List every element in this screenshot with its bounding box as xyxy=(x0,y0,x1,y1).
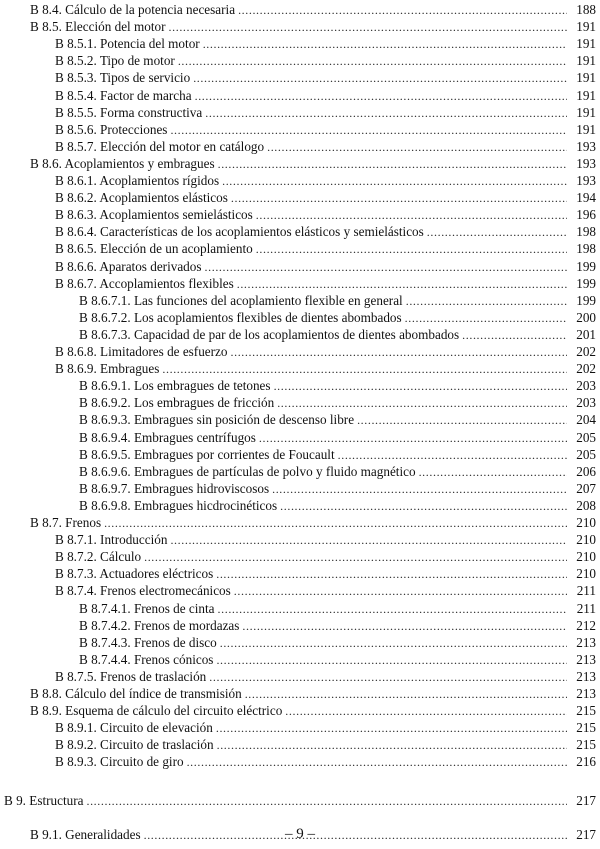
toc-entry xyxy=(0,617,600,634)
toc-leader-dots xyxy=(267,139,567,155)
toc-leader-dots xyxy=(419,464,567,480)
toc-entry-page: 191 xyxy=(576,53,596,69)
toc-entry-page: 201 xyxy=(576,326,596,342)
toc-entry-page: 198 xyxy=(576,241,596,257)
toc-leader-dots xyxy=(405,310,567,326)
toc-entry xyxy=(0,87,600,104)
toc-entry-label: B 8.5.5. Forma constructiva xyxy=(55,104,203,120)
toc-entry xyxy=(0,326,600,343)
toc-entry-page: 188 xyxy=(576,2,596,17)
toc-entry xyxy=(0,565,600,582)
toc-entry-page: 199 xyxy=(576,292,596,308)
toc-entry-label: B 8.7.4.3. Frenos de disco xyxy=(79,634,217,650)
toc-entry-label: B 8.6.9.6. Embragues de partículas de polvo y fluido magnético xyxy=(79,463,416,479)
toc-entry-label: B 8.9. Esquema de cálculo del circuito eléctrico xyxy=(30,703,283,719)
toc-entry xyxy=(0,497,600,514)
toc-leader-dots xyxy=(242,618,567,634)
toc-entry-label: B 8.5.3. Tipos de servicio xyxy=(55,70,191,86)
toc-leader-dots xyxy=(216,566,567,582)
toc-entry xyxy=(0,429,600,446)
toc-entry xyxy=(0,275,600,292)
toc-entry-label: B 8.8. Cálculo del índice de transmisión xyxy=(30,686,242,701)
toc-entry-label: B 8.6.6. Aparatos derivados xyxy=(55,258,202,274)
toc-entry-page: 212 xyxy=(576,617,596,633)
toc-entry-label: B 8.7.3. Actuadores eléctricos xyxy=(55,566,214,582)
toc-entry-page: 204 xyxy=(576,412,596,428)
toc-entry-page: 215 xyxy=(576,703,596,719)
toc-leader-dots xyxy=(259,430,567,446)
toc-leader-dots xyxy=(170,532,567,548)
toc-leader-dots xyxy=(216,652,567,668)
toc-entry-label: B 8.9.1. Circuito de elevación xyxy=(55,720,213,736)
toc-entry-label: B 8.6.3. Acoplamientos semielásticos xyxy=(55,207,253,223)
toc-entry xyxy=(0,69,600,86)
toc-leader-dots xyxy=(237,276,567,292)
toc-entry-page: 202 xyxy=(576,361,596,377)
toc-entry xyxy=(0,668,600,685)
toc-entry-page: 199 xyxy=(576,258,596,274)
toc-entry-label: B 8.7.4. Frenos electromecánicos xyxy=(55,583,231,599)
toc-entry xyxy=(0,514,600,531)
toc-entry-page: 198 xyxy=(576,224,596,240)
toc-entry-label: B 8.6.7.3. Capacidad de par de los acoplamientos de dientes abombados xyxy=(79,326,460,342)
toc-entry-page: 217 xyxy=(576,792,596,808)
toc-entry xyxy=(0,446,600,463)
toc-entry-label: B 8.5.6. Protecciones xyxy=(55,121,168,137)
toc-entry xyxy=(0,582,600,599)
toc-entry xyxy=(0,377,600,394)
toc-entry xyxy=(0,719,600,736)
toc-leader-dots xyxy=(238,2,567,18)
toc-leader-dots xyxy=(277,395,567,411)
toc-entry-label: B 8.6.9.8. Embragues hicdrocinéticos xyxy=(79,497,278,513)
toc-leader-dots xyxy=(178,53,567,69)
toc-entry-page: 193 xyxy=(576,173,596,188)
toc-entry-label: B 8.5.4. Factor de marcha xyxy=(55,87,192,103)
toc-entry-page: 210 xyxy=(576,532,596,548)
toc-entry-page: 213 xyxy=(576,686,596,701)
toc-entry xyxy=(0,1,600,18)
toc-leader-dots xyxy=(220,635,567,651)
toc-entry-label: B 8.5. Elección del motor xyxy=(30,19,166,35)
toc-entry-page: 216 xyxy=(576,754,596,770)
toc-leader-dots xyxy=(187,754,567,770)
toc-entry-page: 194 xyxy=(576,190,596,206)
toc-entry-label: B 8.6.9.7. Embragues hidroviscosos xyxy=(79,480,270,496)
toc-entry xyxy=(0,258,600,275)
toc-entry-page: 210 xyxy=(576,515,596,530)
toc-entry-page: 191 xyxy=(576,87,596,103)
toc-leader-dots xyxy=(170,122,567,138)
toc-entry xyxy=(0,189,600,206)
toc-leader-dots xyxy=(217,737,567,753)
toc-entry xyxy=(0,104,600,121)
toc-entry xyxy=(0,531,600,548)
toc-entry-label: B 8.6.9.1. Los embragues de tetones xyxy=(79,378,271,394)
toc-leader-dots xyxy=(338,447,567,463)
toc-entry xyxy=(0,651,600,668)
toc-entry xyxy=(0,736,600,753)
toc-entry-page: 203 xyxy=(576,395,596,411)
toc-entry-page: 191 xyxy=(576,121,596,137)
toc-entry xyxy=(0,223,600,240)
toc-entry-page: 206 xyxy=(576,463,596,479)
toc-leader-dots xyxy=(285,703,567,719)
toc-entry-page: 203 xyxy=(576,378,596,394)
toc-leader-dots xyxy=(256,241,567,257)
toc-entry-label: B 8.6.1. Acoplamientos rígidos xyxy=(55,173,220,188)
toc-leader-dots xyxy=(222,173,567,189)
toc-entry xyxy=(0,394,600,411)
toc-entry xyxy=(0,600,600,617)
toc-entry-page: 205 xyxy=(576,429,596,445)
toc-entry-label: B 8.7.4.2. Frenos de mordazas xyxy=(79,617,240,633)
toc-entry-page: 211 xyxy=(576,583,596,599)
toc-entry-page: 208 xyxy=(576,497,596,513)
toc-leader-dots xyxy=(231,190,567,206)
toc-entry-page: 205 xyxy=(576,446,596,462)
toc-leader-dots xyxy=(427,224,567,240)
toc-entry xyxy=(0,155,600,172)
toc-entry-page: 191 xyxy=(576,19,596,35)
toc-entry-label: B 8.6. Acoplamientos y embragues xyxy=(30,155,215,171)
toc-leader-dots xyxy=(280,498,567,514)
toc-entry-label: B 8.6.9. Embragues xyxy=(55,361,160,377)
toc-entry-page: 199 xyxy=(576,275,596,291)
toc-entry-label: B 9.1. Generalidades xyxy=(30,826,141,842)
toc-entry xyxy=(0,343,600,360)
toc-entry xyxy=(0,634,600,651)
toc-entry xyxy=(0,792,600,809)
toc-entry xyxy=(0,463,600,480)
toc-entry-label: B 8.6.4. Características de los acoplamientos elásticos y semielásticos xyxy=(55,224,424,240)
toc-entry-page: 191 xyxy=(576,36,596,52)
toc-leader-dots xyxy=(216,720,567,736)
toc-leader-dots xyxy=(203,36,567,52)
toc-entry-label: B 8.7.4.4. Frenos cónicos xyxy=(79,651,214,667)
toc-leader-dots xyxy=(169,19,567,35)
toc-entry-page: 217 xyxy=(576,826,596,842)
toc-entry xyxy=(0,753,600,770)
toc-entry-page: 211 xyxy=(576,600,596,616)
toc-entry-label: B 8.6.9.3. Embragues sin posición de descenso libre xyxy=(79,412,355,428)
toc-leader-dots xyxy=(462,327,567,343)
toc-entry-page: 200 xyxy=(576,309,596,325)
toc-entry-page: 215 xyxy=(576,720,596,736)
toc-entry xyxy=(0,548,600,565)
toc-entry-page: 193 xyxy=(576,155,596,171)
toc-entry xyxy=(0,702,600,719)
toc-leader-dots xyxy=(274,378,567,394)
toc-entry-label: B 8.7. Frenos xyxy=(30,515,102,530)
toc-leader-dots xyxy=(406,293,567,309)
toc-entry-label: B 8.5.1. Potencia del motor xyxy=(55,36,200,52)
toc-entry-label: B 8.6.8. Limitadores de esfuerzo xyxy=(55,344,228,359)
toc-entry-label: B 8.6.9.5. Embragues por corrientes de Foucault xyxy=(79,446,335,462)
toc-entry xyxy=(0,172,600,189)
toc-entry-page: 213 xyxy=(576,634,596,650)
toc-leader-dots xyxy=(209,669,567,685)
toc-leader-dots xyxy=(231,344,568,360)
toc-entry-label: B 8.6.2. Acoplamientos elásticos xyxy=(55,190,228,206)
toc-entry xyxy=(0,52,600,69)
toc-leader-dots xyxy=(86,793,567,809)
toc-leader-dots xyxy=(272,481,567,497)
toc-leader-dots xyxy=(256,207,567,223)
toc-entry-page: 210 xyxy=(576,549,596,565)
toc-leader-dots xyxy=(357,412,567,428)
toc-entry-label: B 8.6.9.4. Embragues centrífugos xyxy=(79,429,256,445)
toc-entry-label: B 8.5.7. Elección del motor en catálogo xyxy=(55,138,265,154)
toc-entry-label: B 8.7.1. Introducción xyxy=(55,532,168,548)
toc-leader-dots xyxy=(218,601,567,617)
toc-entry-page: 210 xyxy=(576,566,596,582)
toc-entry-page: 207 xyxy=(576,480,596,496)
toc-leader-dots xyxy=(104,515,567,531)
toc-entry-page: 213 xyxy=(576,651,596,667)
toc-entry-label: B 8.6.7. Accoplamientos flexibles xyxy=(55,275,234,291)
toc-leader-dots xyxy=(218,156,567,172)
toc-entry-page: 193 xyxy=(576,138,596,154)
toc-entry-label: B 8.6.9.2. Los embragues de fricción xyxy=(79,395,275,411)
toc-entry-label: B 8.7.2. Cálculo xyxy=(55,549,142,565)
toc-entry-label: B 8.6.7.1. Las funciones del acoplamiento flexible en general xyxy=(79,292,403,308)
toc-entry xyxy=(0,480,600,497)
toc-leader-dots xyxy=(195,88,567,104)
toc-entry xyxy=(0,411,600,428)
toc-entry-page: 191 xyxy=(576,104,596,120)
toc-entry xyxy=(0,35,600,52)
toc-leader-dots xyxy=(234,583,567,599)
toc-entry xyxy=(0,138,600,155)
toc-leader-dots xyxy=(162,361,567,377)
toc-entry-label: B 8.9.3. Circuito de giro xyxy=(55,754,184,770)
toc-entry xyxy=(0,240,600,257)
toc-entry-label: B 8.5.2. Tipo de motor xyxy=(55,53,175,69)
toc-leader-dots xyxy=(193,70,567,86)
toc-entry-page: 213 xyxy=(576,668,596,684)
toc-entry-label: B 8.9.2. Circuito de traslación xyxy=(55,737,214,753)
toc-entry-label: B 8.6.7.2. Los acoplamientos flexibles de dientes abombados xyxy=(79,309,402,325)
toc-entry xyxy=(0,206,600,223)
toc-entry-label: B 8.7.5. Frenos de traslación xyxy=(55,668,207,684)
toc-leader-dots xyxy=(144,549,567,565)
toc-entry-label: B 9. Estructura xyxy=(4,792,84,808)
toc-entry xyxy=(0,360,600,377)
toc-entry-label: B 8.4. Cálculo de la potencia necesaria xyxy=(30,2,236,17)
toc-entry xyxy=(0,685,600,702)
toc-entry xyxy=(0,292,600,309)
toc-entry-label: B 8.6.5. Elección de un acoplamiento xyxy=(55,241,253,257)
toc-entry xyxy=(0,121,600,138)
toc-entry xyxy=(0,309,600,326)
toc-leader-dots xyxy=(205,259,567,275)
toc-entry-page: 196 xyxy=(576,207,596,223)
toc-leader-dots xyxy=(205,105,567,121)
toc-entry-page: 202 xyxy=(576,344,596,359)
page-footer-number: – 9 – xyxy=(285,826,315,842)
toc-entry-page: 191 xyxy=(576,70,596,86)
toc-leader-dots xyxy=(245,686,567,702)
toc-entry-page: 215 xyxy=(576,737,596,753)
toc-entry xyxy=(0,18,600,35)
toc-entry-label: B 8.7.4.1. Frenos de cinta xyxy=(79,600,215,616)
